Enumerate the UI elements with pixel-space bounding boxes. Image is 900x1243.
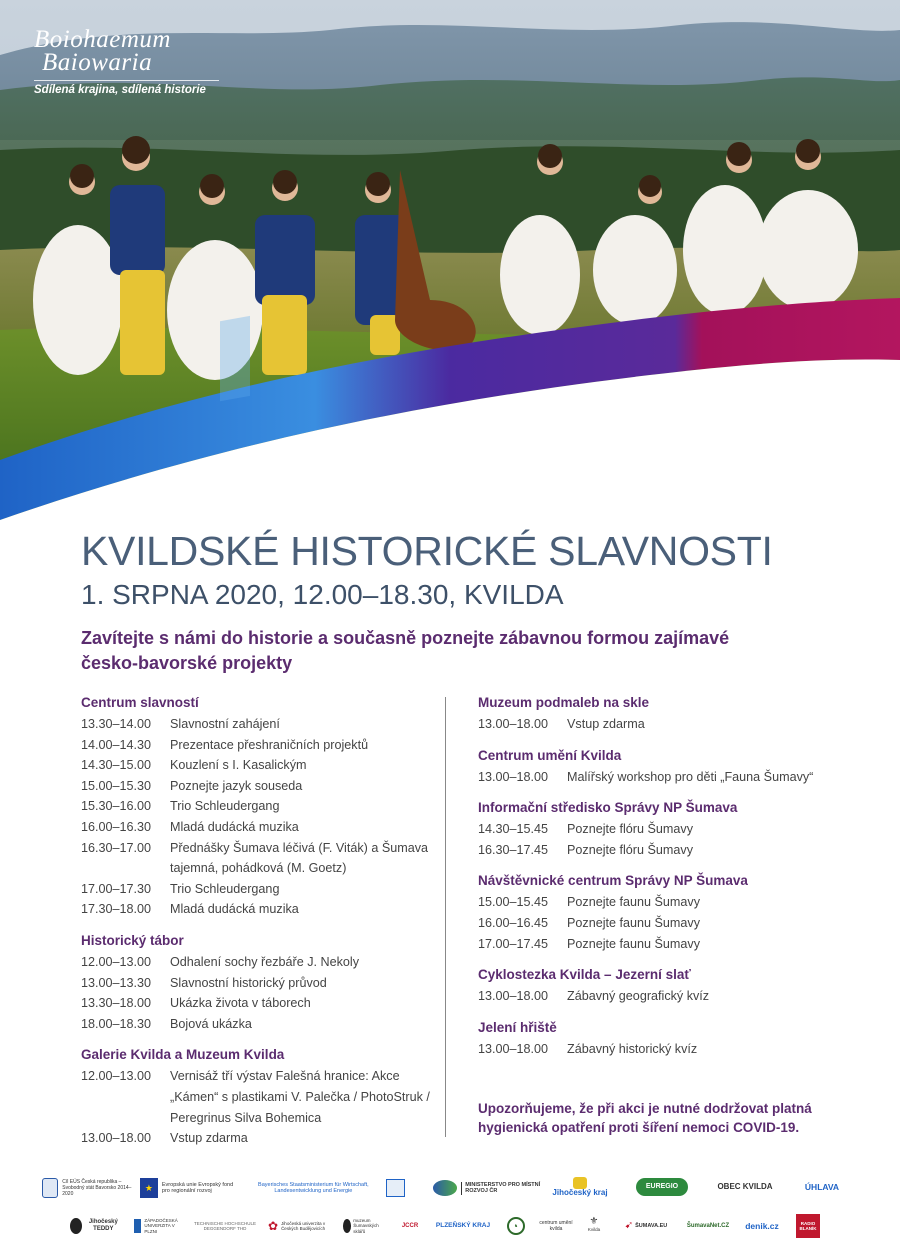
teddy-bear-icon [70, 1218, 82, 1234]
logo-euregio: EUREGIO [636, 1178, 688, 1196]
flag-cz-bavaria-icon [42, 1178, 58, 1198]
program-row [81, 973, 431, 994]
program-section [478, 797, 838, 860]
program-time: 16.00–16.45 [478, 915, 549, 930]
section-heading: Centrum slavností [81, 695, 199, 710]
program-row [81, 899, 431, 920]
logo-eu [140, 1176, 235, 1200]
logo-zcu [134, 1216, 186, 1236]
logo-np-sumava [507, 1217, 525, 1235]
logo-eus-programme [42, 1176, 134, 1200]
program-time: 13.00–18.00 [81, 1131, 152, 1146]
program-description: Vstup zdarma [567, 717, 645, 731]
logo-label: Kvilda [587, 1227, 601, 1232]
program-section [478, 692, 838, 735]
section-heading: Muzeum podmaleb na skle [478, 695, 650, 710]
logo-plzensky-kraj: PLZEŇSKÝ KRAJ [435, 1222, 491, 1229]
logo-label: ZÁPADOČESKÁ UNIVERZITA V PLZNI [144, 1217, 178, 1234]
logo-label: Evropská unie Evropský fond pro regionální rozvoj [161, 1181, 234, 1194]
logo-obec-kvilda: OBEC KVILDA [717, 1182, 773, 1191]
program-description: Zábavný geografický kvíz [567, 989, 710, 1004]
program-row [81, 1128, 431, 1149]
logo-jccr: JCCR [401, 1223, 419, 1229]
logo-label: Jihočeská univerzita v Českých Budějovicích [281, 1220, 326, 1231]
program-description: Slavnostní historický průvod [170, 975, 327, 990]
section-heading: Centrum umění Kvilda [478, 747, 622, 763]
program-description: Mladá dudácká muzika [170, 819, 299, 834]
program-description: Kouzlení s I. Kasalickým [170, 758, 307, 773]
program-row [478, 714, 838, 735]
program-time: 13.30–14.00 [81, 717, 152, 731]
program-description: Trio Schleudergang [170, 881, 280, 896]
logo-label: Jihočeský TEDDY [88, 1219, 118, 1232]
program-description: Poznejte faunu Šumavy [567, 936, 701, 951]
brand-logo [34, 28, 219, 96]
logo-sumava-eu [620, 1216, 672, 1236]
program-time: 16.30–17.45 [478, 842, 549, 857]
program-row [478, 840, 838, 861]
program-description: Mladá dudácká muzika [170, 902, 299, 917]
logo-label: ŠUMAVA.EU [635, 1223, 668, 1229]
program-row [478, 1039, 838, 1060]
program-row [81, 1014, 431, 1035]
program-description: Poznejte faunu Šumavy [567, 915, 701, 930]
program-time: 13.30–18.00 [81, 996, 152, 1011]
column-divider [445, 697, 446, 1137]
brand-name [34, 28, 219, 74]
covid-notice: Upozorňujeme, že při akci je nutné dodržovat platná hygienická opatření proti šíření nemoci COVID-19. [478, 1101, 812, 1135]
logo-bavarian-ministry [245, 1176, 405, 1200]
program-description: Vernisáž tří výstav Falešná hranice: Akce „Kámen“ s plastikami V. Palečka / PhotoStruk / Peregrinus Silva Bohemica [170, 1069, 430, 1125]
program-section [81, 930, 431, 1034]
program-time: 13.00–18.00 [478, 1041, 549, 1056]
program-description: Poznejte flóru Šumavy [567, 842, 693, 857]
program-description: Zábavný historický kvíz [567, 1041, 698, 1056]
logo-uhlava: ÚHLAVA [804, 1182, 840, 1192]
section-heading: Historický tábor [81, 932, 184, 948]
program-row [81, 838, 431, 879]
program-time: 14.00–14.30 [81, 737, 152, 752]
program-time: 17.00–17.45 [478, 936, 549, 951]
program-time: 14.30–15.00 [81, 758, 152, 773]
program-row [81, 952, 431, 973]
program-time: 15.00–15.45 [478, 895, 549, 910]
section-heading: Galerie Kvilda a Muzeum Kvilda [81, 1047, 285, 1063]
program-row [478, 767, 838, 788]
brand-tagline: Sdílená krajina, sdílená historie [34, 80, 219, 96]
section-heading: Informační středisko Správy NP Šumava [478, 800, 738, 816]
logo-sumavanet: ŠumavaNet.CZ [686, 1223, 730, 1229]
program-description: Slavnostní zahájení [170, 717, 280, 731]
program-left-column [81, 692, 431, 1159]
section-heading: Jelení hřiště [478, 1019, 557, 1035]
program-time: 16.00–16.30 [81, 819, 152, 834]
logo-teddy [70, 1214, 122, 1238]
program-row [81, 817, 431, 838]
logo-denik: denik.cz [745, 1221, 779, 1231]
program-description: Poznejte jazyk souseda [170, 778, 303, 793]
program-time: 12.00–13.00 [81, 954, 152, 969]
hero-banner [0, 0, 900, 520]
mmr-emblem-icon [433, 1180, 457, 1196]
program-section [478, 870, 838, 954]
program-row [81, 993, 431, 1014]
event-title: KVILDSKÉ HISTORICKÉ SLAVNOSTI [81, 528, 773, 574]
program-time: 15.00–15.30 [81, 778, 152, 793]
event-intro: Zavítejte s námi do historie a současně poznejte zábavnou formou zajímavé česko-bavorské projekty [81, 628, 730, 673]
program-row [81, 796, 431, 817]
logo-radio-blanik: RADIO BLANÍK [796, 1214, 820, 1238]
program-row [478, 934, 838, 955]
event-date-location: 1. SRPNA 2020, 12.00–18.30, KVILDA [81, 579, 564, 610]
program-time: 13.00–13.30 [81, 975, 152, 990]
program-row [81, 879, 431, 900]
program-description: Bojová ukázka [170, 1016, 252, 1031]
program-row [478, 913, 838, 934]
logo-label: Jihočeský kraj [552, 1188, 608, 1197]
program-time: 14.30–15.45 [478, 822, 549, 837]
program-section [478, 964, 838, 1007]
bird-icon: ➹ [624, 1220, 634, 1231]
program-section [478, 745, 838, 788]
program-row [478, 986, 838, 1007]
deer-icon: ♞ [514, 1223, 518, 1228]
brand-name-line2: Baiowaria [42, 49, 153, 76]
program-section [478, 1017, 838, 1060]
program-description: Ukázka života v táborech [170, 996, 311, 1011]
program-description: Přednášky Šumava léčivá (F. Viták) a Šumava tajemná, pohádková (M. Goetz) [170, 840, 429, 876]
program-time: 18.00–18.30 [81, 1016, 152, 1031]
bavarian-crest-icon [386, 1179, 405, 1197]
logo-thd: TECHNISCHE HOCHSCHULE DEGGENDORF THD [193, 1220, 256, 1231]
section-heading: Návštěvnické centrum Správy NP Šumava [478, 873, 748, 889]
logo-label: muzeum Šumavských sklářů [353, 1217, 379, 1234]
program-row [478, 892, 838, 913]
program-time: 15.30–16.00 [81, 799, 152, 814]
jcu-flower-icon: ✿ [268, 1219, 279, 1233]
brand-name-line1: Boiohaemum [34, 26, 171, 53]
logo-jcu [268, 1216, 330, 1236]
program-row [81, 714, 431, 735]
program-description: Prezentace přeshraničních projektů [170, 737, 369, 752]
program-time: 13.00–18.00 [478, 769, 549, 784]
program-row [81, 776, 431, 797]
logo-muzeum-sklaru [343, 1216, 387, 1236]
logo-mmr [433, 1176, 553, 1200]
program-right-column [478, 692, 838, 1069]
logo-kvilda-crest [582, 1214, 606, 1238]
program-row [81, 735, 431, 756]
program-time: 13.00–18.00 [478, 989, 549, 1004]
program-section [81, 692, 431, 920]
program-description: Odhalení sochy řezbáře J. Nekoly [170, 954, 359, 969]
zcu-mark-icon [134, 1219, 141, 1233]
program-description: Poznejte faunu Šumavy [567, 895, 701, 910]
logo-label: Cíl EÚS Česká republika – Svobodný stát Bavorsko 2014–2020 [62, 1179, 132, 1197]
program-row [478, 819, 838, 840]
program-description: Vstup zdarma [170, 1131, 248, 1146]
program-description: Trio Schleudergang [170, 799, 280, 814]
logo-jihocesky-kraj [548, 1172, 612, 1202]
program-section [81, 1044, 431, 1148]
museum-mark-icon [343, 1219, 351, 1233]
program-time: 12.00–13.00 [81, 1069, 152, 1084]
crest-icon: ⚜ [589, 1216, 599, 1227]
logo-centrum-umeni: centrum umění kvilda [539, 1220, 573, 1232]
partner-logos [0, 1170, 900, 1243]
eu-flag-icon: ★ [140, 1178, 158, 1198]
program-row [81, 1066, 431, 1128]
program-row [81, 755, 431, 776]
program-time: 13.00–18.00 [478, 717, 549, 731]
logo-label: Bayerisches Staatsministerium für Wirtschaft, Landesentwicklung und Energie [258, 1181, 369, 1194]
section-heading: Cyklostezka Kvilda – Jezerní slať [478, 967, 691, 983]
program-time: 17.30–18.00 [81, 902, 152, 917]
program-time: 17.00–17.30 [81, 881, 152, 896]
program-time: 16.30–17.00 [81, 840, 152, 855]
logo-label: MINISTERSTVO PRO MÍSTNÍ ROZVOJ ČR [461, 1182, 553, 1195]
program-description: Poznejte flóru Šumavy [567, 822, 693, 837]
program-description: Malířský workshop pro děti „Fauna Šumavy“ [567, 769, 814, 784]
